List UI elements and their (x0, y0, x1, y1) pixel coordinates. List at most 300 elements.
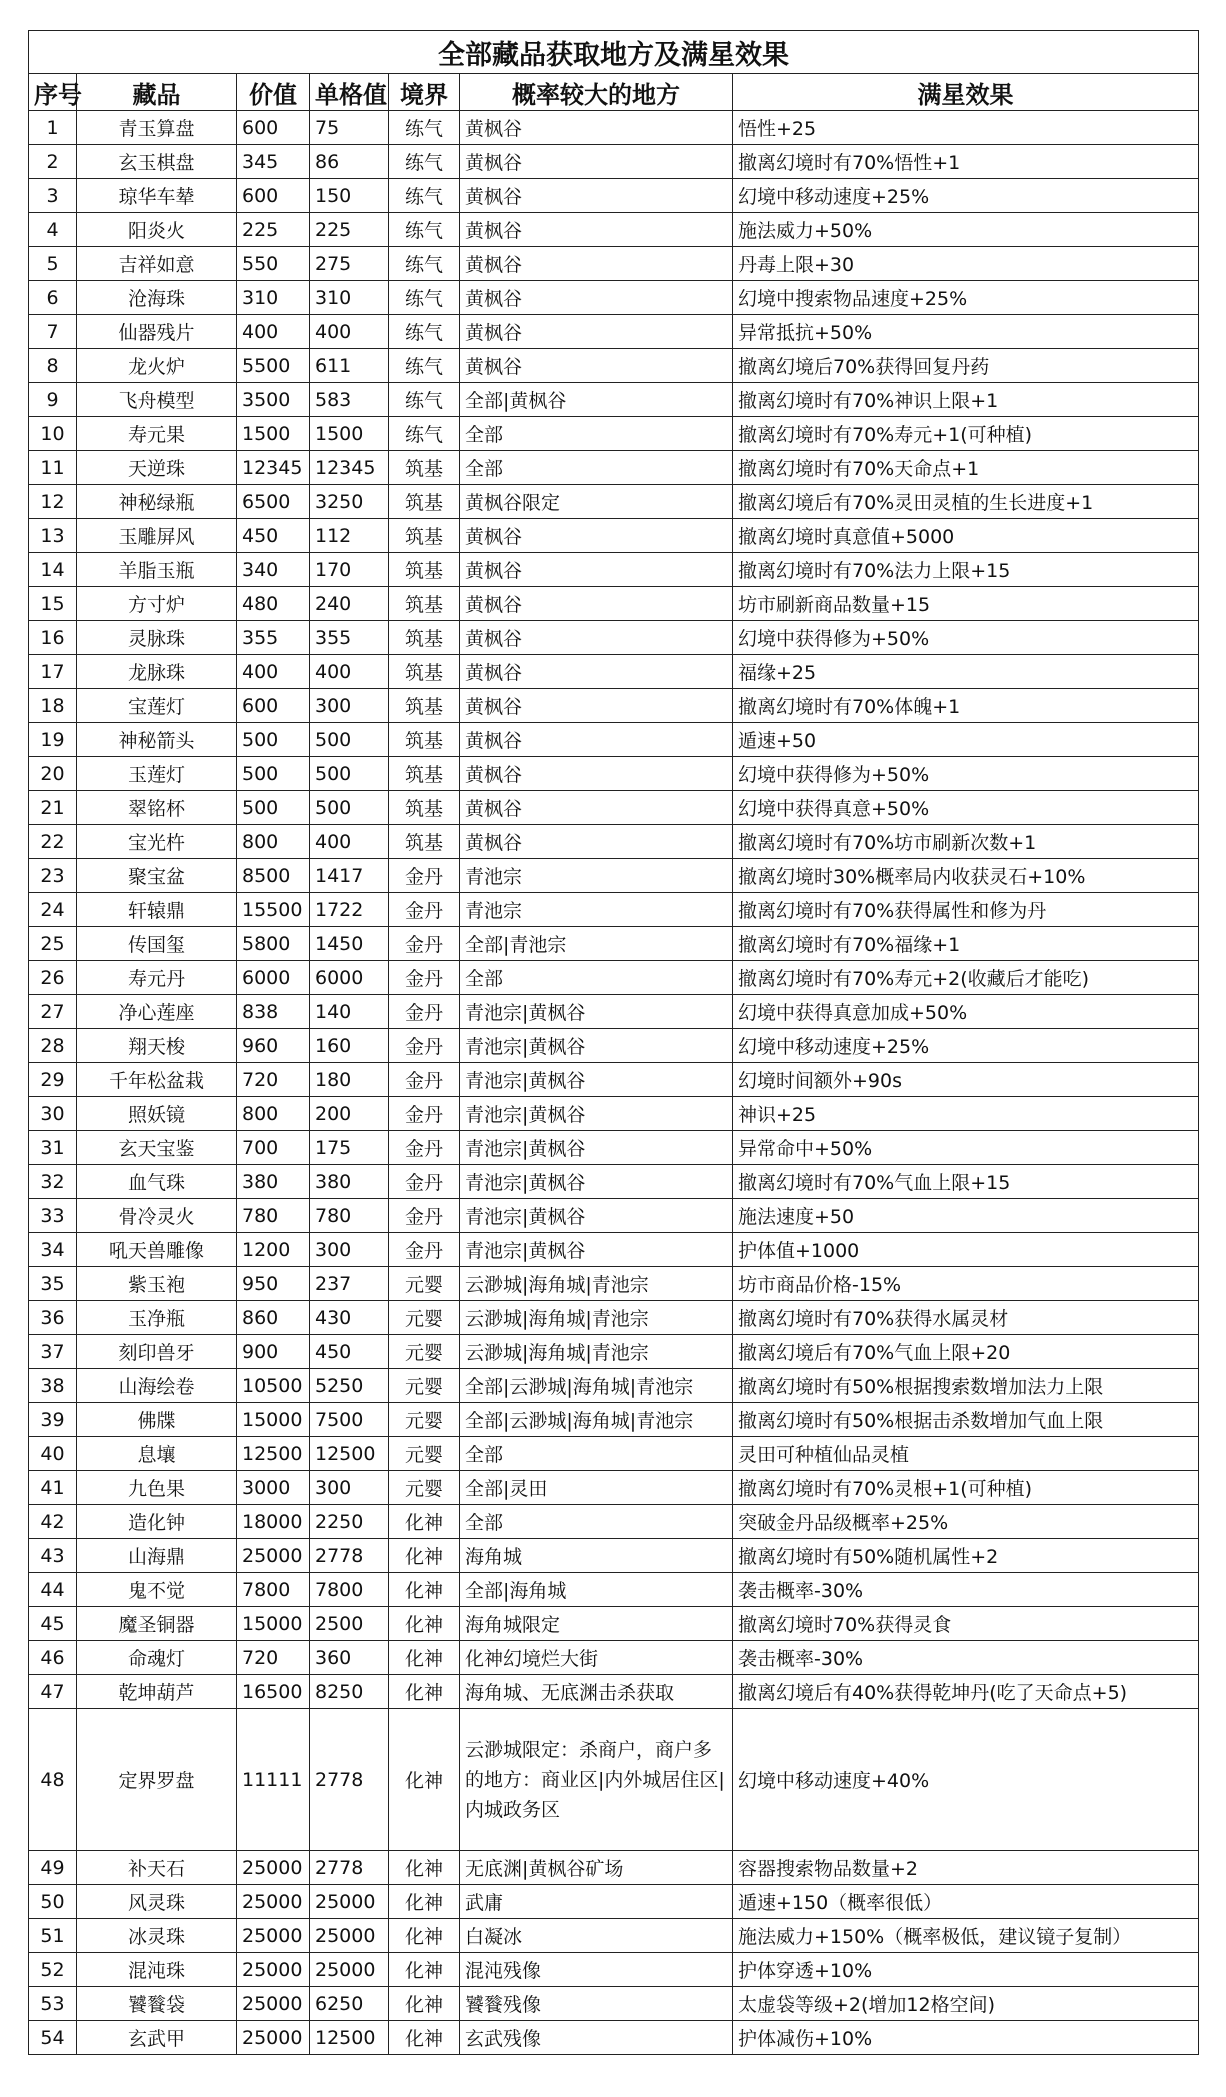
cell-realm: 元婴 (389, 1437, 460, 1471)
table-row (29, 1539, 1199, 1573)
cell-unit-value: 2778 (310, 1709, 389, 1851)
cell-index: 4 (29, 213, 77, 247)
cell-location: 青池宗|黄枫谷 (460, 995, 733, 1029)
cell-realm: 筑基 (389, 655, 460, 689)
table-row (29, 621, 1199, 655)
cell-realm: 化神 (389, 1607, 460, 1641)
cell-effect: 异常命中+50% (733, 1131, 1199, 1165)
cell-location: 黄枫谷 (460, 553, 733, 587)
cell-value: 12345 (237, 451, 310, 485)
cell-location: 全部 (460, 417, 733, 451)
cell-realm: 练气 (389, 315, 460, 349)
cell-effect: 撤离幻境时30%概率局内收获灵石+10% (733, 859, 1199, 893)
cell-value: 3000 (237, 1471, 310, 1505)
cell-item: 补天石 (77, 1851, 237, 1885)
header-location: 概率较大的地方 (460, 74, 733, 111)
cell-unit-value: 310 (310, 281, 389, 315)
cell-realm: 金丹 (389, 1199, 460, 1233)
cell-index: 19 (29, 723, 77, 757)
cell-index: 50 (29, 1885, 77, 1919)
cell-unit-value: 25000 (310, 1919, 389, 1953)
cell-unit-value: 300 (310, 1233, 389, 1267)
cell-item: 混沌珠 (77, 1953, 237, 1987)
cell-item: 风灵珠 (77, 1885, 237, 1919)
cell-item: 乾坤葫芦 (77, 1675, 237, 1709)
cell-index: 12 (29, 485, 77, 519)
cell-location: 黄枫谷 (460, 587, 733, 621)
cell-value: 25000 (237, 1987, 310, 2021)
cell-effect: 坊市刷新商品数量+15 (733, 587, 1199, 621)
cell-realm: 练气 (389, 417, 460, 451)
cell-realm: 化神 (389, 1675, 460, 1709)
cell-location: 化神幻境烂大街 (460, 1641, 733, 1675)
cell-index: 16 (29, 621, 77, 655)
cell-effect: 突破金丹品级概率+25% (733, 1505, 1199, 1539)
cell-realm: 化神 (389, 1641, 460, 1675)
cell-index: 41 (29, 1471, 77, 1505)
cell-unit-value: 780 (310, 1199, 389, 1233)
table-row (29, 1131, 1199, 1165)
table-row (29, 791, 1199, 825)
cell-unit-value: 2500 (310, 1607, 389, 1641)
cell-value: 5800 (237, 927, 310, 961)
collection-sheet (28, 30, 1198, 2055)
cell-realm: 元婴 (389, 1403, 460, 1437)
cell-index: 32 (29, 1165, 77, 1199)
table-row (29, 485, 1199, 519)
table-row (29, 553, 1199, 587)
cell-effect: 撤离幻境时有70%灵根+1(可种植) (733, 1471, 1199, 1505)
cell-item: 千年松盆栽 (77, 1063, 237, 1097)
cell-realm: 金丹 (389, 1029, 460, 1063)
cell-realm: 金丹 (389, 995, 460, 1029)
cell-value: 25000 (237, 1885, 310, 1919)
cell-realm: 筑基 (389, 689, 460, 723)
cell-effect: 幻境中获得真意+50% (733, 791, 1199, 825)
table-row (29, 587, 1199, 621)
cell-effect: 撤离幻境时有50%根据搜索数增加法力上限 (733, 1369, 1199, 1403)
cell-unit-value: 6000 (310, 961, 389, 995)
table-row (29, 1267, 1199, 1301)
table-title: 全部藏品获取地方及满星效果 (29, 31, 1199, 74)
cell-effect: 撤离幻境时有70%悟性+1 (733, 145, 1199, 179)
cell-index: 52 (29, 1953, 77, 1987)
cell-realm: 元婴 (389, 1335, 460, 1369)
cell-realm: 化神 (389, 2021, 460, 2055)
cell-location: 青池宗|黄枫谷 (460, 1063, 733, 1097)
collection-table (28, 30, 1199, 2055)
cell-value: 25000 (237, 2021, 310, 2055)
cell-realm: 金丹 (389, 961, 460, 995)
cell-realm: 筑基 (389, 451, 460, 485)
table-row (29, 1063, 1199, 1097)
table-row (29, 655, 1199, 689)
table-row (29, 247, 1199, 281)
cell-item: 龙火炉 (77, 349, 237, 383)
cell-item: 沧海珠 (77, 281, 237, 315)
cell-effect: 撤离幻境时真意值+5000 (733, 519, 1199, 553)
cell-unit-value: 300 (310, 1471, 389, 1505)
cell-item: 宝莲灯 (77, 689, 237, 723)
cell-value: 25000 (237, 1919, 310, 1953)
cell-location: 全部 (460, 1437, 733, 1471)
cell-unit-value: 1417 (310, 859, 389, 893)
cell-realm: 化神 (389, 1851, 460, 1885)
cell-item: 方寸炉 (77, 587, 237, 621)
cell-value: 600 (237, 179, 310, 213)
cell-unit-value: 240 (310, 587, 389, 621)
cell-effect: 撤离幻境时有70%法力上限+15 (733, 553, 1199, 587)
cell-location: 黄枫谷 (460, 247, 733, 281)
cell-value: 800 (237, 1097, 310, 1131)
cell-effect: 幻境中移动速度+40% (733, 1709, 1199, 1851)
cell-value: 345 (237, 145, 310, 179)
cell-effect: 福缘+25 (733, 655, 1199, 689)
cell-realm: 练气 (389, 179, 460, 213)
cell-location: 全部|青池宗 (460, 927, 733, 961)
table-row (29, 961, 1199, 995)
cell-index: 53 (29, 1987, 77, 2021)
cell-unit-value: 112 (310, 519, 389, 553)
header-item: 藏品 (77, 74, 237, 111)
cell-index: 42 (29, 1505, 77, 1539)
cell-location: 青池宗|黄枫谷 (460, 1165, 733, 1199)
cell-unit-value: 75 (310, 111, 389, 145)
table-row (29, 1709, 1199, 1851)
cell-value: 1200 (237, 1233, 310, 1267)
cell-value: 600 (237, 111, 310, 145)
cell-value: 500 (237, 791, 310, 825)
cell-location: 海角城限定 (460, 1607, 733, 1641)
cell-effect: 悟性+25 (733, 111, 1199, 145)
cell-unit-value: 500 (310, 723, 389, 757)
cell-index: 39 (29, 1403, 77, 1437)
cell-location: 全部|海角城 (460, 1573, 733, 1607)
cell-effect: 丹毒上限+30 (733, 247, 1199, 281)
cell-index: 30 (29, 1097, 77, 1131)
table-row (29, 111, 1199, 145)
table-row (29, 1675, 1199, 1709)
cell-effect: 撤离幻境后有70%灵田灵植的生长进度+1 (733, 485, 1199, 519)
table-row (29, 1437, 1199, 1471)
cell-unit-value: 275 (310, 247, 389, 281)
cell-effect: 撤离幻境后有40%获得乾坤丹(吃了天命点+5) (733, 1675, 1199, 1709)
cell-effect: 幻境中移动速度+25% (733, 179, 1199, 213)
cell-value: 8500 (237, 859, 310, 893)
cell-value: 5500 (237, 349, 310, 383)
table-row (29, 723, 1199, 757)
cell-location: 黄枫谷 (460, 315, 733, 349)
cell-item: 灵脉珠 (77, 621, 237, 655)
cell-item: 天逆珠 (77, 451, 237, 485)
cell-item: 神秘绿瓶 (77, 485, 237, 519)
cell-effect: 袭击概率-30% (733, 1641, 1199, 1675)
cell-location: 无底渊|黄枫谷矿场 (460, 1851, 733, 1885)
cell-effect: 撤离幻境时有70%寿元+2(收藏后才能吃) (733, 961, 1199, 995)
cell-unit-value: 160 (310, 1029, 389, 1063)
table-row (29, 1301, 1199, 1335)
table-row (29, 1335, 1199, 1369)
cell-realm: 筑基 (389, 791, 460, 825)
cell-item: 玉净瓶 (77, 1301, 237, 1335)
cell-value: 480 (237, 587, 310, 621)
cell-item: 传国玺 (77, 927, 237, 961)
cell-item: 羊脂玉瓶 (77, 553, 237, 587)
cell-effect: 撤离幻境时有50%随机属性+2 (733, 1539, 1199, 1573)
cell-value: 12500 (237, 1437, 310, 1471)
cell-realm: 练气 (389, 247, 460, 281)
cell-realm: 化神 (389, 1505, 460, 1539)
cell-realm: 金丹 (389, 1233, 460, 1267)
cell-item: 寿元丹 (77, 961, 237, 995)
cell-item: 息壤 (77, 1437, 237, 1471)
cell-effect: 幻境时间额外+90s (733, 1063, 1199, 1097)
cell-realm: 筑基 (389, 757, 460, 791)
cell-index: 15 (29, 587, 77, 621)
cell-location: 黄枫谷 (460, 655, 733, 689)
cell-effect: 异常抵抗+50% (733, 315, 1199, 349)
cell-index: 11 (29, 451, 77, 485)
cell-item: 照妖镜 (77, 1097, 237, 1131)
header-effect: 满星效果 (733, 74, 1199, 111)
cell-unit-value: 2250 (310, 1505, 389, 1539)
cell-index: 23 (29, 859, 77, 893)
cell-location: 青池宗 (460, 893, 733, 927)
cell-item: 吉祥如意 (77, 247, 237, 281)
cell-item: 冰灵珠 (77, 1919, 237, 1953)
cell-value: 780 (237, 1199, 310, 1233)
cell-unit-value: 400 (310, 655, 389, 689)
cell-unit-value: 380 (310, 1165, 389, 1199)
cell-effect: 撤离幻境后70%获得回复丹药 (733, 349, 1199, 383)
cell-value: 950 (237, 1267, 310, 1301)
cell-index: 7 (29, 315, 77, 349)
cell-item: 轩辕鼎 (77, 893, 237, 927)
cell-realm: 元婴 (389, 1267, 460, 1301)
cell-item: 吼天兽雕像 (77, 1233, 237, 1267)
cell-item: 青玉算盘 (77, 111, 237, 145)
cell-unit-value: 450 (310, 1335, 389, 1369)
cell-item: 宝光杵 (77, 825, 237, 859)
cell-index: 49 (29, 1851, 77, 1885)
cell-effect: 撤离幻境时有70%福缘+1 (733, 927, 1199, 961)
cell-location: 青池宗 (460, 859, 733, 893)
cell-realm: 筑基 (389, 587, 460, 621)
cell-item: 魔圣铜器 (77, 1607, 237, 1641)
cell-realm: 金丹 (389, 1165, 460, 1199)
cell-effect: 幻境中获得修为+50% (733, 757, 1199, 791)
table-row (29, 281, 1199, 315)
cell-location: 云渺城|海角城|青池宗 (460, 1267, 733, 1301)
cell-value: 310 (237, 281, 310, 315)
cell-unit-value: 400 (310, 825, 389, 859)
cell-value: 900 (237, 1335, 310, 1369)
cell-location: 黄枫谷 (460, 825, 733, 859)
cell-unit-value: 3250 (310, 485, 389, 519)
cell-value: 500 (237, 723, 310, 757)
cell-value: 355 (237, 621, 310, 655)
cell-realm: 筑基 (389, 519, 460, 553)
cell-location: 白凝冰 (460, 1919, 733, 1953)
cell-realm: 练气 (389, 349, 460, 383)
table-row (29, 689, 1199, 723)
cell-index: 38 (29, 1369, 77, 1403)
cell-item: 翔天梭 (77, 1029, 237, 1063)
table-row (29, 1851, 1199, 1885)
cell-unit-value: 200 (310, 1097, 389, 1131)
cell-index: 28 (29, 1029, 77, 1063)
cell-index: 36 (29, 1301, 77, 1335)
cell-value: 838 (237, 995, 310, 1029)
table-row (29, 2021, 1199, 2055)
cell-value: 10500 (237, 1369, 310, 1403)
cell-item: 山海绘卷 (77, 1369, 237, 1403)
cell-location: 黄枫谷限定 (460, 485, 733, 519)
cell-effect: 撤离幻境时有70%天命点+1 (733, 451, 1199, 485)
cell-unit-value: 360 (310, 1641, 389, 1675)
cell-index: 31 (29, 1131, 77, 1165)
table-row (29, 349, 1199, 383)
cell-unit-value: 140 (310, 995, 389, 1029)
cell-location: 全部 (460, 961, 733, 995)
cell-location: 黄枫谷 (460, 757, 733, 791)
cell-item: 玄天宝鉴 (77, 1131, 237, 1165)
cell-unit-value: 175 (310, 1131, 389, 1165)
cell-index: 29 (29, 1063, 77, 1097)
table-row (29, 519, 1199, 553)
cell-unit-value: 611 (310, 349, 389, 383)
cell-effect: 撤离幻境时有70%寿元+1(可种植) (733, 417, 1199, 451)
cell-realm: 筑基 (389, 485, 460, 519)
cell-realm: 化神 (389, 1919, 460, 1953)
cell-realm: 筑基 (389, 553, 460, 587)
header-value: 价值 (237, 74, 310, 111)
cell-item: 骨冷灵火 (77, 1199, 237, 1233)
cell-value: 16500 (237, 1675, 310, 1709)
table-row (29, 1097, 1199, 1131)
cell-location: 云渺城|海角城|青池宗 (460, 1301, 733, 1335)
cell-value: 18000 (237, 1505, 310, 1539)
cell-location: 青池宗|黄枫谷 (460, 1233, 733, 1267)
cell-value: 700 (237, 1131, 310, 1165)
cell-value: 340 (237, 553, 310, 587)
table-row (29, 859, 1199, 893)
cell-value: 400 (237, 655, 310, 689)
cell-unit-value: 500 (310, 757, 389, 791)
cell-value: 600 (237, 689, 310, 723)
cell-effect: 护体减伤+10% (733, 2021, 1199, 2055)
cell-value: 15500 (237, 893, 310, 927)
cell-effect: 护体穿透+10% (733, 1953, 1199, 1987)
cell-effect: 护体值+1000 (733, 1233, 1199, 1267)
cell-unit-value: 500 (310, 791, 389, 825)
cell-item: 龙脉珠 (77, 655, 237, 689)
cell-index: 45 (29, 1607, 77, 1641)
cell-realm: 筑基 (389, 621, 460, 655)
cell-item: 飞舟模型 (77, 383, 237, 417)
header-unit-value: 单格值 (310, 74, 389, 111)
cell-value: 720 (237, 1641, 310, 1675)
cell-index: 10 (29, 417, 77, 451)
cell-unit-value: 6250 (310, 1987, 389, 2021)
cell-index: 51 (29, 1919, 77, 1953)
cell-effect: 遁速+150（概率很低） (733, 1885, 1199, 1919)
cell-effect: 坊市商品价格-15% (733, 1267, 1199, 1301)
cell-item: 净心莲座 (77, 995, 237, 1029)
cell-item: 鬼不觉 (77, 1573, 237, 1607)
cell-unit-value: 86 (310, 145, 389, 179)
cell-location: 黄枫谷 (460, 281, 733, 315)
cell-location: 全部|云渺城|海角城|青池宗 (460, 1403, 733, 1437)
cell-index: 24 (29, 893, 77, 927)
cell-realm: 元婴 (389, 1369, 460, 1403)
cell-effect: 撤离幻境时有70%坊市刷新次数+1 (733, 825, 1199, 859)
cell-effect: 神识+25 (733, 1097, 1199, 1131)
cell-location: 黄枫谷 (460, 689, 733, 723)
cell-effect: 幻境中移动速度+25% (733, 1029, 1199, 1063)
cell-value: 450 (237, 519, 310, 553)
cell-unit-value: 180 (310, 1063, 389, 1097)
cell-index: 6 (29, 281, 77, 315)
table-row (29, 927, 1199, 961)
cell-index: 43 (29, 1539, 77, 1573)
cell-location: 黄枫谷 (460, 111, 733, 145)
cell-effect: 撤离幻境时有70%获得属性和修为丹 (733, 893, 1199, 927)
cell-realm: 金丹 (389, 859, 460, 893)
cell-realm: 化神 (389, 1953, 460, 1987)
cell-unit-value: 430 (310, 1301, 389, 1335)
table-row (29, 757, 1199, 791)
table-row (29, 1471, 1199, 1505)
cell-realm: 化神 (389, 1885, 460, 1919)
cell-unit-value: 225 (310, 213, 389, 247)
cell-value: 25000 (237, 1851, 310, 1885)
cell-realm: 金丹 (389, 1097, 460, 1131)
cell-location: 混沌残像 (460, 1953, 733, 1987)
cell-value: 15000 (237, 1403, 310, 1437)
cell-location: 武庸 (460, 1885, 733, 1919)
cell-index: 3 (29, 179, 77, 213)
cell-location: 云渺城|海角城|青池宗 (460, 1335, 733, 1369)
table-row (29, 893, 1199, 927)
cell-effect: 撤离幻境时有70%神识上限+1 (733, 383, 1199, 417)
cell-value: 225 (237, 213, 310, 247)
cell-realm: 练气 (389, 281, 460, 315)
cell-item: 紫玉袍 (77, 1267, 237, 1301)
cell-value: 25000 (237, 1953, 310, 1987)
cell-effect: 幻境中获得真意加成+50% (733, 995, 1199, 1029)
cell-item: 聚宝盆 (77, 859, 237, 893)
cell-index: 34 (29, 1233, 77, 1267)
table-row (29, 383, 1199, 417)
cell-realm: 金丹 (389, 893, 460, 927)
cell-item: 刻印兽牙 (77, 1335, 237, 1369)
cell-location: 海角城 (460, 1539, 733, 1573)
cell-realm: 筑基 (389, 723, 460, 757)
cell-value: 11111 (237, 1709, 310, 1851)
cell-item: 翠铭杯 (77, 791, 237, 825)
cell-unit-value: 400 (310, 315, 389, 349)
cell-index: 17 (29, 655, 77, 689)
cell-unit-value: 12500 (310, 1437, 389, 1471)
cell-effect: 灵田可种植仙品灵植 (733, 1437, 1199, 1471)
cell-location: 全部|灵田 (460, 1471, 733, 1505)
cell-realm: 化神 (389, 1539, 460, 1573)
cell-item: 玉莲灯 (77, 757, 237, 791)
cell-location: 黄枫谷 (460, 213, 733, 247)
cell-unit-value: 2778 (310, 1851, 389, 1885)
cell-index: 33 (29, 1199, 77, 1233)
